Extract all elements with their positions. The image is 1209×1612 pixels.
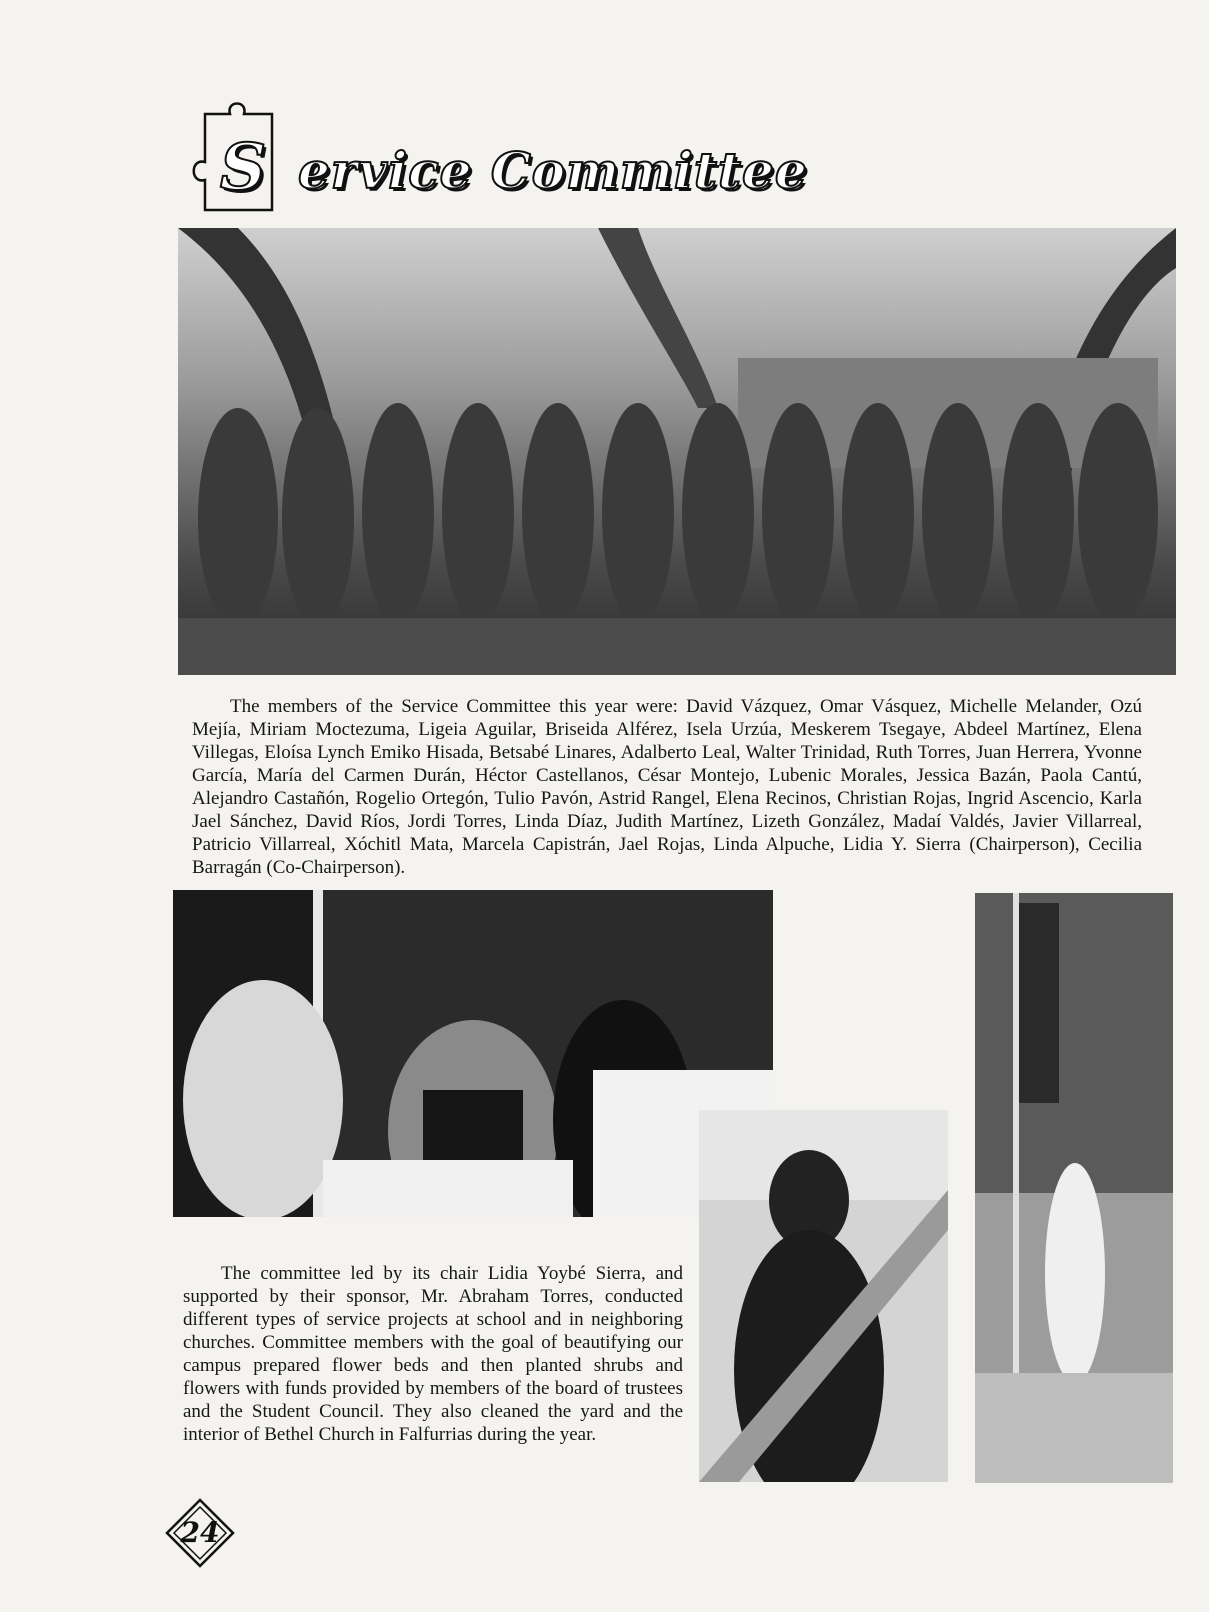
page-number-badge [165,1498,235,1568]
title-initial: S [219,130,267,205]
page-number: 24 [180,1516,220,1549]
section-title [170,92,808,222]
group-photo [178,228,1176,675]
flagpole-photo [975,893,1173,1483]
booth-photo [173,890,773,1217]
service-projects-caption: The committee led by its chair Lidia Yoybé Sierra, and supported by their sponsor, Mr. Abraham Torres, conducted different types of service projects at school and in neighboring churches. Committee members with the goal of beautifying our campus prepared flower beds and then planted shrubs and flowers with funds provided by members of the board of trustees and the Student Council. They also cleaned the yard and the interior of Bethel Church in Falfurrias during the year. [183,1263,683,1445]
portrait-photo [699,1110,948,1482]
members-caption: The members of the Service Committee this year were: David Vázquez, Omar Vásquez, Michelle Melander, Ozú Mejía, Miriam Moctezuma, Ligeia Aguilar, Briseida Alférez, Isela Urzúa, Meskerem Tsegaye, Abdeel Martínez, Elena Villegas, Eloísa Lynch Emiko Hisada, Betsabé Linares, Adalberto Leal, Walter Trinidad, Ruth Torres, Juan Herrera, Yvonne García, María del Carmen Durán, Héctor Castellanos, César Montejo, Lubenic Morales, Jessica Bazán, Paola Cantú, Alejandro Castañón, Rogelio Ortegón, Tulio Pavón, Astrid Rangel, Elena Recinos, Christian Rojas, Ingrid Ascencio, Karla Jael Sánchez, David Ríos, Jordi Torres, Linda Díaz, Judith Martínez, Lizeth González, Madaí Valdés, Javier Villarreal, Patricio Villarreal, Xóchitl Mata, Marcela Capistrán, Jael Rojas, Linda Alpuche, Lidia Y. Sierra (Chairperson), Cecilia Barragán (Co-Chairperson). [192,696,1142,878]
title-text: ervice Committee [298,141,808,200]
